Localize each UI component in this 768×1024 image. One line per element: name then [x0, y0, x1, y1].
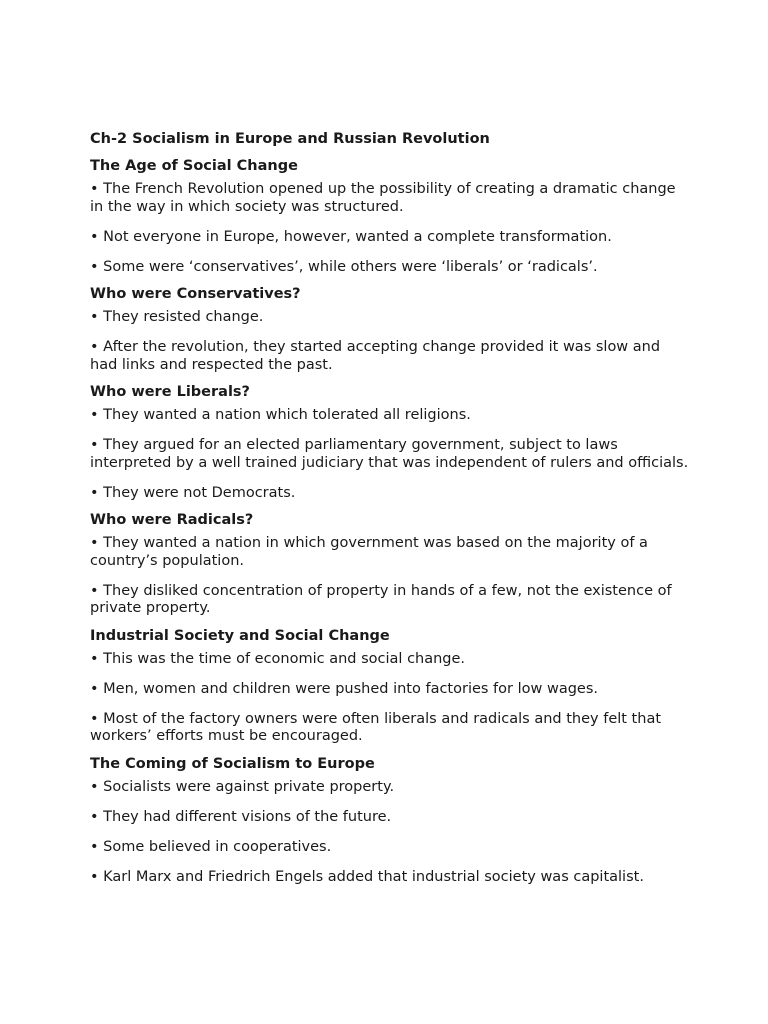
bullet-item: • They were not Democrats.	[90, 484, 296, 501]
bullet-item: • They had different visions of the future.	[90, 808, 392, 825]
section-heading: The Age of Social Change	[90, 158, 298, 174]
bullet-item: • They resisted change.	[90, 309, 264, 325]
bullet-item: • The French Revolution opened up the possibility of creating a dramatic change in the way in which society was structured.	[90, 181, 676, 215]
bullet-item: • Karl Marx and Friedrich Engels added that industrial society was capitalist.	[90, 868, 644, 885]
bullet-item: • They wanted a nation in which government was based on the majority of a country’s population.	[90, 535, 648, 569]
bullet-item: • They disliked concentration of property in hands of a few, not the existence of private property.	[90, 582, 672, 616]
bullet-item: • Most of the factory owners were often liberals and radicals and they felt that workers’ efforts must be encouraged.	[90, 710, 662, 744]
bullet-item: • This was the time of economic and social change.	[90, 650, 466, 667]
document-page	[90, 130, 690, 899]
section-conservatives	[90, 285, 690, 374]
section-industrial-society	[90, 627, 690, 746]
section-age-of-social-change	[90, 157, 690, 276]
bullet-item: • Some believed in cooperatives.	[90, 838, 332, 855]
bullet-item: • Some were ‘conservatives’, while others were ‘liberals’ or ‘radicals’.	[90, 258, 598, 275]
bullet-item: • Men, women and children were pushed into factories for low wages.	[90, 680, 599, 697]
bullet-item: • They wanted a nation which tolerated all religions.	[90, 407, 471, 423]
bullet-item: • They argued for an elected parliamentary government, subject to laws interpreted by a well trained judiciary that was independent of rulers and officials.	[90, 437, 689, 471]
section-coming-of-socialism	[90, 755, 690, 887]
bullet-item: • After the revolution, they started accepting change provided it was slow and had links and respected the past.	[90, 339, 661, 373]
section-liberals	[90, 383, 690, 502]
section-radicals	[90, 511, 690, 618]
section-heading: Who were Radicals?	[90, 512, 254, 528]
document-title: Ch-2 Socialism in Europe and Russian Revolution	[90, 131, 490, 147]
section-heading: Who were Conservatives?	[90, 286, 301, 302]
bullet-item: • Not everyone in Europe, however, wanted a complete transformation.	[90, 228, 612, 245]
section-heading: The Coming of Socialism to Europe	[90, 755, 375, 772]
bullet-item: • Socialists were against private property.	[90, 778, 395, 795]
section-heading: Who were Liberals?	[90, 384, 250, 400]
section-heading: Industrial Society and Social Change	[90, 627, 390, 644]
